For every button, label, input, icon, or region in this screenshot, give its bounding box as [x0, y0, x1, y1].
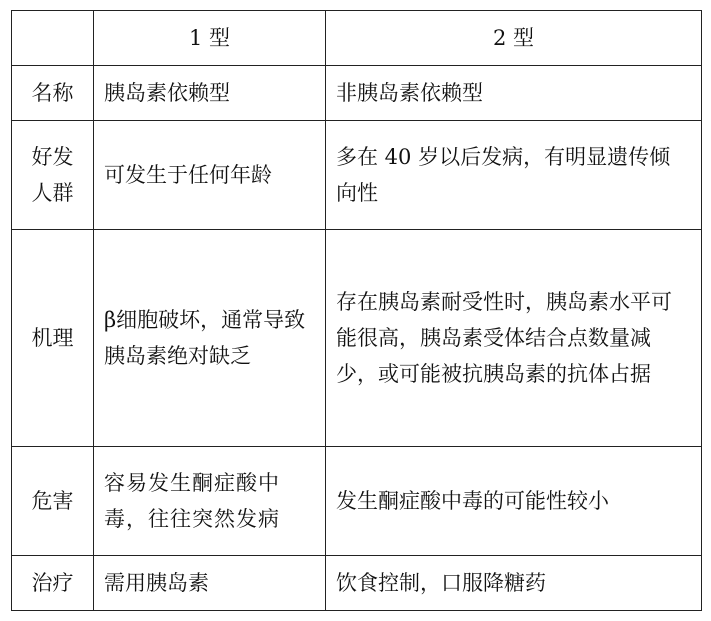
diabetes-comparison-table	[11, 10, 702, 611]
table-row	[12, 556, 702, 611]
header-type1-cell: 1 型	[94, 11, 326, 66]
header-type2-cell: 2 型	[326, 11, 702, 66]
type1-cell-name: 胰岛素依赖型	[94, 66, 326, 121]
category-cell-group: 好发人群	[12, 121, 94, 230]
header-row	[12, 11, 702, 66]
type1-cell-mechanism: β细胞破坏，通常导致胰岛素绝对缺乏	[94, 230, 326, 447]
table-row	[12, 447, 702, 556]
type2-cell-mechanism: 存在胰岛素耐受性时，胰岛素水平可能很高，胰岛素受体结合点数量减少，或可能被抗胰岛素的抗体占据	[326, 230, 702, 447]
category-cell-mechanism: 机理	[12, 230, 94, 447]
table-row	[12, 66, 702, 121]
type2-cell-harm: 发生酮症酸中毒的可能性较小	[326, 447, 702, 556]
header-category-cell	[12, 11, 94, 66]
type1-cell-harm: 容易发生酮症酸中毒，往往突然发病	[94, 447, 326, 556]
type2-cell-group: 多在 40 岁以后发病，有明显遗传倾向性	[326, 121, 702, 230]
table-row	[12, 230, 702, 447]
type1-cell-group: 可发生于任何年龄	[94, 121, 326, 230]
table-row	[12, 121, 702, 230]
category-cell-treatment: 治疗	[12, 556, 94, 611]
type2-cell-treatment: 饮食控制，口服降糖药	[326, 556, 702, 611]
category-cell-name: 名称	[12, 66, 94, 121]
category-cell-harm: 危害	[12, 447, 94, 556]
type2-cell-name: 非胰岛素依赖型	[326, 66, 702, 121]
type1-cell-treatment: 需用胰岛素	[94, 556, 326, 611]
